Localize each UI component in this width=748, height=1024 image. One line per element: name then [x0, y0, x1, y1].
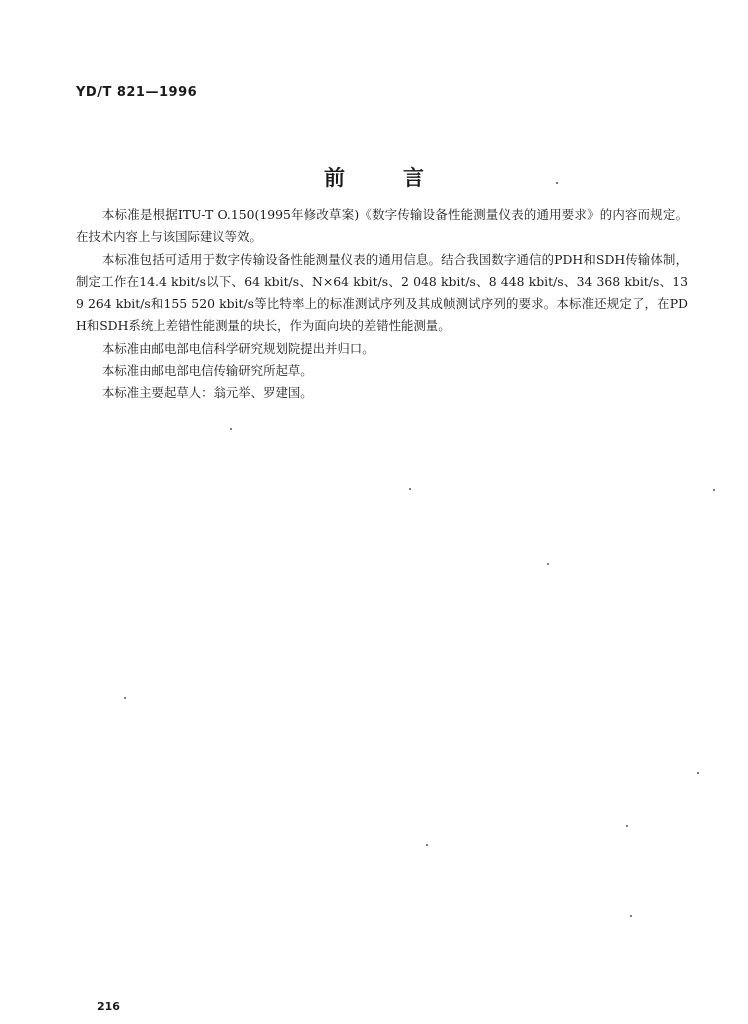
- paragraph-basis: 本标准是根据ITU-T O.150(1995年修改草案)《数字传输设备性能测量仪表的通用要求》的内容而规定。在技术内容上与该国际建议等效。: [76, 207, 688, 245]
- paragraph-scope: 本标准包括可适用于数字传输设备性能测量仪表的通用信息。结合我国数字通信的PDH和SDH传输体制，制定工作在14.4 kbit/s以下、64 kbit/s、N×64 kbit/s、2 048 kbit/s、8 448 kbit/s、34 368 kbit/s、139 264 kbit/s和155 520 kbit/s等比特率上的标准测试序列及其成帧测试序列的要求。本标准还规定了，在PDH和SDH系统上差错性能测量的块长，作为面向块的差错性能测量。: [76, 251, 688, 334]
- scan-speck: [713, 489, 715, 491]
- page-number: 216: [97, 1000, 120, 1013]
- paragraph-authors: 本标准主要起草人：翁元举、罗建国。: [102, 385, 313, 401]
- scan-speck: [626, 825, 628, 827]
- title-char-2: 言: [403, 166, 424, 190]
- page-title: [0, 162, 748, 192]
- scan-speck: [556, 182, 558, 184]
- scan-speck: [547, 563, 549, 565]
- scan-speck: [630, 915, 632, 917]
- standard-code: YD/T 821—1996: [76, 85, 198, 100]
- scan-speck: [426, 844, 428, 846]
- scan-speck: [409, 488, 411, 490]
- title-char-1: 前: [324, 166, 345, 190]
- preface-body: [76, 204, 688, 405]
- scan-speck: [697, 772, 699, 774]
- paragraph-drafter: 本标准由邮电部电信传输研究所起草。: [102, 363, 313, 379]
- scan-speck: [230, 428, 232, 430]
- scan-speck: [124, 697, 126, 699]
- paragraph-proposer: 本标准由邮电部电信科学研究规划院提出并归口。: [102, 340, 375, 356]
